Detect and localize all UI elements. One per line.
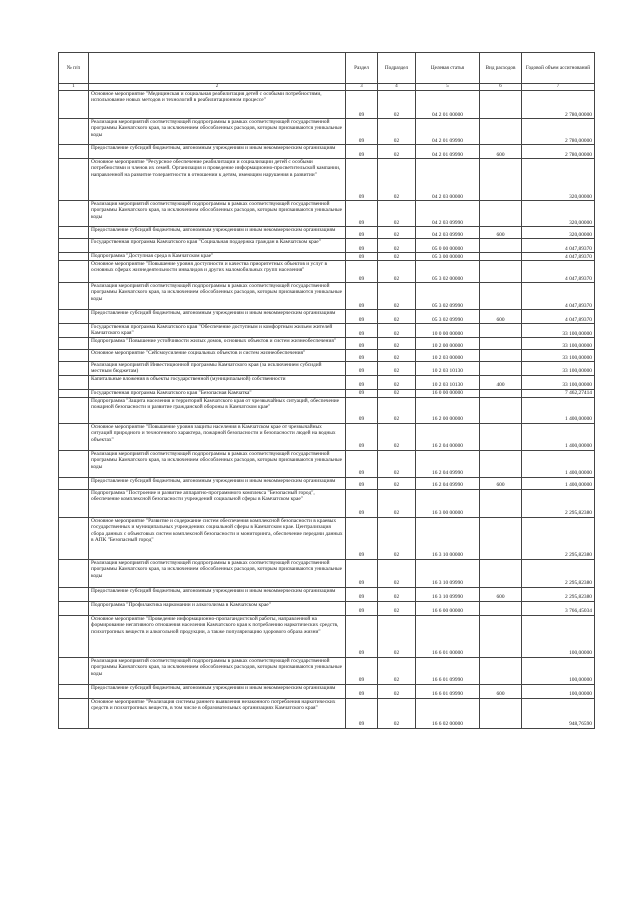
cell-amount: 4 047,89370 [522,253,595,261]
cell-name: Подпрограмма "Профилактика наркомании и алкоголизма в Камчатском крае" [89,601,346,615]
cell-section: 09 [346,389,378,397]
table-row [59,324,595,338]
cell-amount: 1 400,00000 [522,450,595,477]
cell-section: 09 [346,615,378,657]
column-index: 6 [480,84,522,91]
table-row [59,615,595,657]
cell-section: 09 [346,201,378,227]
cell-section: 09 [346,587,378,601]
table-row [59,397,595,423]
cell-name: Реализация мероприятий Инвестиционной программы Камчатского края (за исключением субсидий местным бюджетам) [89,362,346,376]
cell-num [59,423,89,450]
cell-target: 16 2 04 00000 [416,423,480,450]
cell-expense [480,423,522,450]
cell-expense [480,397,522,423]
cell-subsection: 02 [378,587,416,601]
cell-subsection: 02 [378,201,416,227]
table-row [59,119,595,145]
cell-name: Реализация мероприятий соответствующей подпрограммы в рамках соответствующей государственной программы Камчатского края, за исключением обособленных расходов, которым присваиваются уникальные коды [89,201,346,227]
table-row [59,338,595,350]
header-num: № п/п [59,53,89,84]
cell-amount: 100,00000 [522,657,595,684]
cell-subsection: 02 [378,283,416,310]
cell-num [59,227,89,239]
cell-amount: 1 400,00000 [522,397,595,423]
cell-expense [480,601,522,615]
cell-section: 09 [346,350,378,362]
cell-target: 10 0 00 00000 [416,324,480,338]
table-row [59,601,595,615]
cell-target: 16 3 00 00000 [416,489,480,517]
cell-target: 04 2 01 09990 [416,145,480,159]
cell-amount: 2 295,82380 [522,489,595,517]
cell-name: Основное мероприятие "Развитие и содержание систем обеспечения комплексной безопасности в краевых государственных и муниципальных учреждениях социальной сферы в Камчатском крае. Централизация сбора данных с объектовых систем комплексной безопасности и мониторинга, обеспечение передачи данных в АПК "Безопасный город" [89,517,346,559]
cell-subsection: 02 [378,310,416,324]
cell-num [59,397,89,423]
cell-amount: 2 780,00000 [522,119,595,145]
cell-target: 05 0 00 00000 [416,239,480,253]
cell-target: 10 2 00 00000 [416,338,480,350]
cell-amount: 33 100,00000 [522,338,595,350]
cell-name: Предоставление субсидий бюджетным, автономным учреждениям и иным некоммерческим организациям [89,477,346,489]
cell-amount: 7 462,27414 [522,389,595,397]
table-row [59,477,595,489]
table-row [59,517,595,559]
cell-num [59,253,89,261]
cell-amount: 100,00000 [522,615,595,657]
cell-num [59,477,89,489]
cell-amount: 2 780,00000 [522,145,595,159]
cell-target: 16 2 04 09990 [416,450,480,477]
cell-subsection: 02 [378,489,416,517]
cell-amount: 2 295,82380 [522,559,595,587]
cell-name: Предоставление субсидий бюджетным, автономным учреждениям и иным некоммерческим организациям [89,145,346,159]
cell-subsection: 02 [378,91,416,119]
cell-section: 09 [346,310,378,324]
cell-section: 09 [346,489,378,517]
header-name [89,53,346,84]
header-expense: Вид расходов [480,53,522,84]
table-body [59,91,595,729]
table-row [59,283,595,310]
cell-amount: 948,76590 [522,698,595,728]
column-index-row [59,84,595,91]
cell-subsection: 02 [378,239,416,253]
cell-amount: 100,00000 [522,684,595,698]
cell-target: 16 0 00 00000 [416,389,480,397]
cell-name: Основное мероприятие "Повышение уровня доступности и качества приоритетных объектов и услуг в основных сферах жизнедеятельности инвалидов и других маломобильных групп населения" [89,261,346,283]
cell-expense [480,362,522,376]
table-row [59,145,595,159]
table-header-row [59,53,595,84]
cell-section: 09 [346,159,378,201]
cell-subsection: 02 [378,517,416,559]
cell-amount: 33 100,00000 [522,324,595,338]
cell-target: 05 3 02 09990 [416,283,480,310]
cell-section: 09 [346,362,378,376]
cell-expense: 400 [480,375,522,389]
cell-section: 09 [346,657,378,684]
cell-name: Предоставление субсидий бюджетным, автономным учреждениям и иным некоммерческим организациям [89,227,346,239]
cell-target: 16 6 02 00000 [416,698,480,728]
cell-num [59,587,89,601]
cell-num [59,684,89,698]
cell-num [59,201,89,227]
cell-target: 16 2 04 09990 [416,477,480,489]
cell-amount: 320,00000 [522,201,595,227]
cell-target: 04 2 03 09990 [416,201,480,227]
cell-amount: 2 295,82380 [522,517,595,559]
cell-name: Подпрограмма "Доступная среда в Камчатском крае" [89,253,346,261]
header-target: Целевая статья [416,53,480,84]
cell-num [59,145,89,159]
cell-subsection: 02 [378,423,416,450]
cell-expense [480,489,522,517]
cell-name: Предоставление субсидий бюджетным, автономным учреждениям и иным некоммерческим организациям [89,587,346,601]
cell-expense [480,350,522,362]
cell-expense [480,283,522,310]
cell-target: 16 6 00 00000 [416,601,480,615]
cell-subsection: 02 [378,684,416,698]
cell-expense: 600 [480,145,522,159]
cell-section: 09 [346,684,378,698]
cell-section: 09 [346,559,378,587]
cell-target: 16 6 01 00000 [416,615,480,657]
cell-section: 09 [346,227,378,239]
cell-num [59,517,89,559]
cell-subsection: 02 [378,253,416,261]
cell-section: 09 [346,91,378,119]
header-amount: Годовой объем ассигнований [522,53,595,84]
cell-target: 16 6 01 09990 [416,684,480,698]
cell-subsection: 02 [378,559,416,587]
cell-expense [480,517,522,559]
cell-amount: 3 766,45034 [522,601,595,615]
cell-target: 10 2 03 10130 [416,362,480,376]
cell-section: 09 [346,698,378,728]
cell-expense [480,253,522,261]
cell-expense [480,91,522,119]
cell-section: 09 [346,450,378,477]
header-section: Раздел [346,53,378,84]
table-row [59,350,595,362]
table-row [59,201,595,227]
column-index: 1 [59,84,89,91]
cell-subsection: 02 [378,450,416,477]
column-index: 2 [89,84,346,91]
cell-num [59,698,89,728]
cell-num [59,338,89,350]
cell-num [59,375,89,389]
cell-subsection: 02 [378,159,416,201]
table-row [59,587,595,601]
cell-name: Основное мероприятие "Проведение информационно-пропагандистской работы, направленной на формирование негативного отношения населения Камчатского края к потреблению наркотических средств, психотропных веществ и алкогольной продукции, а также популяризацию здорового образа жизни" [89,615,346,657]
cell-target: 04 2 01 09990 [416,119,480,145]
column-index: 4 [378,84,416,91]
cell-target: 16 2 00 00000 [416,397,480,423]
table-row [59,698,595,728]
cell-amount: 33 100,00000 [522,375,595,389]
table-row [59,227,595,239]
table-row [59,423,595,450]
cell-target: 05 3 02 00000 [416,261,480,283]
cell-name: Государственная программа Камчатского края "Безопасная Камчатка" [89,389,346,397]
cell-num [59,310,89,324]
cell-section: 09 [346,601,378,615]
cell-section: 09 [346,477,378,489]
cell-num [59,239,89,253]
cell-num [59,350,89,362]
cell-expense [480,615,522,657]
cell-name: Реализация мероприятий соответствующей подпрограммы в рамках соответствующей государственной программы Камчатского края, за исключением обособленных расходов, которым присваиваются уникальные коды [89,559,346,587]
cell-expense [480,119,522,145]
cell-section: 09 [346,119,378,145]
cell-amount: 4 047,89370 [522,310,595,324]
cell-name: Основное мероприятие "Ресурсное обеспечение реабилитации и социализации детей с особыми потребностями и членов их семей. Организация и проведение информационно-просветительской кампании, направленной на развитие толерантности в отношении к детям, имеющим нарушения в развитии" [89,159,346,201]
cell-expense [480,201,522,227]
table-row [59,91,595,119]
cell-name: Предоставление субсидий бюджетным, автономным учреждениям и иным некоммерческим организациям [89,310,346,324]
cell-subsection: 02 [378,324,416,338]
cell-expense [480,657,522,684]
cell-name: Основное мероприятие "Медицинская и социальная реабилитация детей с особыми потребностями, использование новых методов и технологий в реабилитационном процессе" [89,91,346,119]
cell-target: 05 3 02 09990 [416,310,480,324]
cell-num [59,91,89,119]
cell-expense [480,338,522,350]
budget-table-sheet [58,52,594,729]
cell-subsection: 02 [378,119,416,145]
table-row [59,261,595,283]
cell-subsection: 02 [378,375,416,389]
cell-target: 16 3 10 09990 [416,587,480,601]
table-row [59,253,595,261]
table-row [59,310,595,324]
cell-amount: 33 100,00000 [522,362,595,376]
table-row [59,559,595,587]
table-row [59,159,595,201]
cell-subsection: 02 [378,397,416,423]
table-row [59,450,595,477]
cell-amount: 33 100,00000 [522,350,595,362]
cell-name: Государственная программа Камчатского края "Социальная поддержка граждан в Камчатском крае" [89,239,346,253]
cell-name: Основное мероприятие "Реализация системы раннего выявления незаконного потребления наркотических средств и психотропных веществ, в том числе в образовательных организациях Камчатского края" [89,698,346,728]
cell-num [59,657,89,684]
table-row [59,657,595,684]
cell-target: 04 2 01 00000 [416,91,480,119]
cell-subsection: 02 [378,145,416,159]
cell-expense [480,159,522,201]
cell-expense: 600 [480,684,522,698]
cell-amount: 320,00000 [522,227,595,239]
cell-num [59,324,89,338]
cell-expense [480,324,522,338]
cell-section: 09 [346,253,378,261]
column-index: 5 [416,84,480,91]
cell-subsection: 02 [378,477,416,489]
cell-subsection: 02 [378,657,416,684]
table-row [59,239,595,253]
cell-name: Подпрограмма "Построение и развитие аппаратно-программного комплекса "Безопасный город", обеспечение комплексной безопасности учреждений социальной сферы в Камчатском крае" [89,489,346,517]
cell-amount: 2 780,00000 [522,91,595,119]
cell-num [59,119,89,145]
cell-section: 09 [346,324,378,338]
cell-subsection: 02 [378,601,416,615]
cell-num [59,159,89,201]
cell-name: Капитальные вложения в объекты государственной (муниципальной) собственности [89,375,346,389]
cell-num [59,261,89,283]
cell-section: 09 [346,375,378,389]
cell-expense: 600 [480,587,522,601]
cell-name: Основное мероприятие "Сейсмоусиление социальных объектов и систем жизнеобеспечения" [89,350,346,362]
cell-amount: 4 047,89370 [522,283,595,310]
cell-section: 09 [346,423,378,450]
cell-section: 09 [346,283,378,310]
cell-subsection: 02 [378,350,416,362]
cell-subsection: 02 [378,261,416,283]
cell-name: Реализация мероприятий соответствующей подпрограммы в рамках соответствующей государственной программы Камчатского края, за исключением обособленных расходов, которым присваиваются уникальные коды [89,119,346,145]
cell-name: Реализация мероприятий соответствующей подпрограммы в рамках соответствующей государственной программы Камчатского края, за исключением обособленных расходов, которым присваиваются уникальные коды [89,283,346,310]
cell-num [59,615,89,657]
cell-target: 16 6 01 09990 [416,657,480,684]
table-row [59,489,595,517]
table-row [59,684,595,698]
cell-subsection: 02 [378,615,416,657]
cell-target: 10 2 03 10130 [416,375,480,389]
cell-expense [480,450,522,477]
cell-subsection: 02 [378,338,416,350]
cell-name: Реализация мероприятий соответствующей подпрограммы в рамках соответствующей государственной программы Камчатского края, за исключением обособленных расходов, которым присваиваются уникальные коды [89,450,346,477]
cell-target: 16 3 10 00000 [416,517,480,559]
cell-name: Государственная программа Камчатского края "Обеспечение доступным и комфортным жильем жителей Камчатского края" [89,324,346,338]
cell-section: 09 [346,397,378,423]
cell-name: Предоставление субсидий бюджетным, автономным учреждениям и иным некоммерческим организациям [89,684,346,698]
cell-num [59,283,89,310]
cell-name: Подпрограмма "Повышение устойчивости жилых домов, основных объектов и систем жизнеобеспечения" [89,338,346,350]
cell-num [59,389,89,397]
cell-subsection: 02 [378,389,416,397]
cell-name: Основное мероприятие "Повышение уровня защиты населения в Камчатском крае от чрезвычайных ситуаций природного и техногенного характера, пожарной безопасности и безопасности людей на водных объектах" [89,423,346,450]
cell-amount: 4 047,89370 [522,239,595,253]
cell-expense [480,239,522,253]
cell-section: 09 [346,261,378,283]
cell-subsection: 02 [378,362,416,376]
column-index: 3 [346,84,378,91]
cell-amount: 1 400,00000 [522,477,595,489]
cell-section: 09 [346,145,378,159]
cell-amount: 1 400,00000 [522,423,595,450]
cell-expense [480,698,522,728]
cell-amount: 320,00000 [522,159,595,201]
cell-target: 04 2 03 00000 [416,159,480,201]
cell-target: 04 2 03 09990 [416,227,480,239]
cell-expense: 600 [480,227,522,239]
table-row [59,362,595,376]
cell-name: Реализация мероприятий соответствующей подпрограммы в рамках соответствующей государственной программы Камчатского края, за исключением обособленных расходов, которым присваиваются уникальные коды [89,657,346,684]
cell-target: 16 3 10 09990 [416,559,480,587]
cell-expense [480,261,522,283]
header-subsection: Подраздел [378,53,416,84]
cell-num [59,450,89,477]
cell-expense [480,559,522,587]
cell-section: 09 [346,239,378,253]
cell-target: 05 3 00 00000 [416,253,480,261]
cell-expense [480,389,522,397]
cell-num [59,559,89,587]
cell-amount: 4 047,89370 [522,261,595,283]
cell-expense: 600 [480,310,522,324]
budget-table [58,52,595,729]
table-row [59,375,595,389]
cell-subsection: 02 [378,698,416,728]
cell-section: 09 [346,338,378,350]
cell-section: 09 [346,517,378,559]
table-row [59,389,595,397]
cell-amount: 2 295,82380 [522,587,595,601]
column-index: 7 [522,84,595,91]
cell-num [59,362,89,376]
cell-expense: 600 [480,477,522,489]
cell-name: Подпрограмма "Защита населения и территорий Камчатского края от чрезвычайных ситуаций, обеспечение пожарной безопасности и развитие гражданской обороны в Камчатском крае" [89,397,346,423]
cell-target: 10 2 03 00000 [416,350,480,362]
cell-num [59,489,89,517]
cell-num [59,601,89,615]
cell-subsection: 02 [378,227,416,239]
